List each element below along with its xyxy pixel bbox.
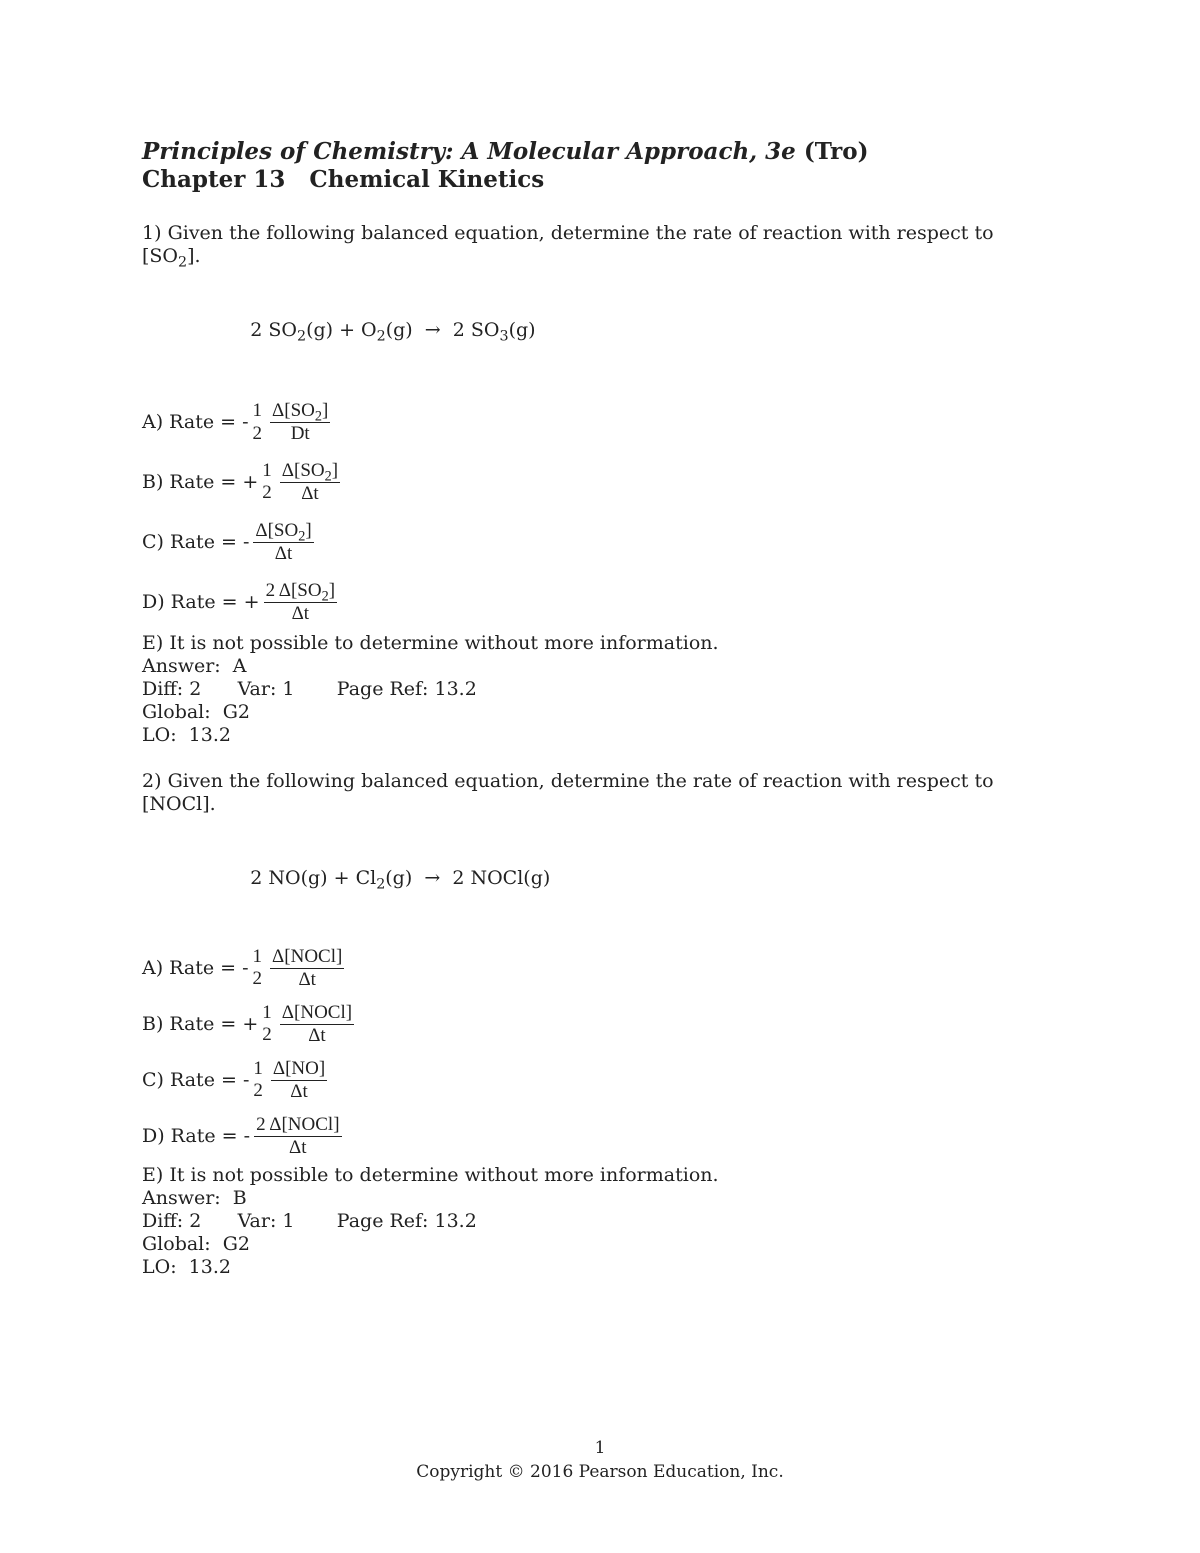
answer-line: Answer: A [142,655,247,677]
question-prompt: 2) Given the following balanced equation, determine the rate of reaction with respect to [NOCl]. [142,770,994,815]
option-e: E) It is not possible to determine without more information. [142,1164,719,1186]
difficulty-line: Diff: 2 Var: 1 Page Ref: 13.2 [142,1210,477,1232]
document-page [142,138,1042,1279]
question-1 [142,222,1042,747]
option-d: D) Rate = + $\frac{2 \Delta[SO_2]}{\Delta t}$ [142,579,336,624]
answer-line: Answer: B [142,1187,247,1209]
lo-line: LO: 13.2 [142,1256,231,1278]
balanced-equation: 2 $NO(g) + Cl_2(g) \to 2$ NOCl(g) [250,867,551,893]
book-author: (Tro) [803,138,869,165]
question-2 [142,770,1042,1279]
option-c: C) Rate = - $\frac{\Delta[SO_2]}{\Delta t}$ [142,519,312,564]
rate-fraction: $\frac{2 \Delta[SO_2]}{\Delta t}$ [265,579,336,624]
rate-fraction: $\frac{\Delta[SO_2]}{Dt}$ [272,399,329,444]
global-line: Global: G2 [142,701,251,723]
option-a: A) Rate = - 1 2 $\frac{\text{Δ[NOCl]}}{\Delta t}$ [142,945,343,990]
book-title-line [142,138,1042,166]
option-d: D) Rate = - $\frac{\text{2 Δ[NOCl]}}{\Delta t}$ [142,1113,340,1158]
coefficient-fraction: 1 2 [252,946,263,989]
global-line: Global: G2 [142,1233,251,1255]
coefficient-fraction: 1 2 [262,1002,272,1045]
rate-fraction: $\frac{\Delta[NO]}{\Delta t}$ [272,1057,326,1102]
option-c: C) Rate = - 1 2 $\frac{\Delta[NO]}{\Delta t}$ [142,1057,326,1102]
rate-fraction: $\frac{\Delta[SO_2]}{\Delta t}$ [281,459,339,504]
difficulty-line: Diff: 2 Var: 1 Page Ref: 13.2 [142,678,477,700]
coefficient-fraction: 1 2 [253,1058,263,1101]
rate-fraction: $\frac{\text{Δ[NOCl]}}{\Delta t}$ [272,945,343,990]
question-prompt: 1) Given the following balanced equation, determine the rate of reaction with respect to $[SO_2]$. [142,222,994,271]
rate-fraction: $\frac{\Delta[SO_2]}{\Delta t}$ [255,519,312,564]
rate-fraction: $\frac{\text{Δ[NOCl]}}{\Delta t}$ [281,1001,353,1046]
coefficient-fraction: 1 2 [262,460,272,503]
option-b: B) Rate = + 1 2 $\frac{\Delta[SO_2]}{\Delta t}$ [142,459,339,504]
balanced-equation: 2 $SO_2(g) + O_2(g) \to 2$ $SO_3(g)$ [250,319,536,345]
option-e: E) It is not possible to determine without more information. [142,632,719,654]
rate-fraction: $\frac{\text{2 Δ[NOCl]}}{\Delta t}$ [256,1113,340,1158]
option-a: A) Rate = - 1 2 $\frac{\Delta[SO_2]}{Dt}$ [142,399,329,444]
option-b: B) Rate = + 1 2 $\frac{\text{Δ[NOCl]}}{\Delta t}$ [142,1001,353,1046]
lo-line: LO: 13.2 [142,724,231,746]
copyright-notice: Copyright © 2016 Pearson Education, Inc. [416,1462,784,1482]
chapter-title: Chapter 13 Chemical Kinetics [142,166,545,193]
coefficient-fraction: 1 2 [252,399,263,444]
book-title: Principles of Chemistry: A Molecular Approach, 3e [142,138,796,165]
page-number: 1 [594,1438,606,1458]
